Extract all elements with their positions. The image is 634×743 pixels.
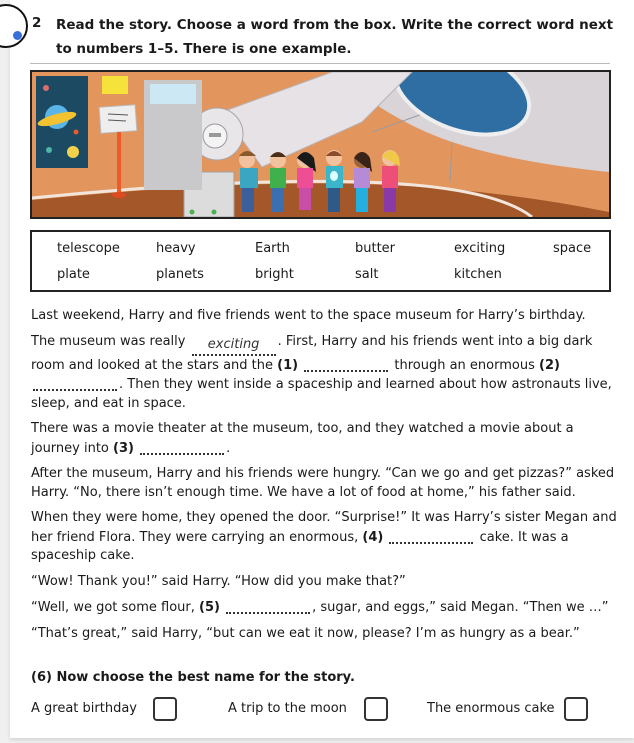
story-paragraph: “That’s great,” said Harry, “but can we eat it now, please? I’m as hungry as a bear.”: [31, 625, 580, 641]
word-option: Earth: [255, 241, 290, 256]
header-divider: [30, 63, 610, 64]
word-option: exciting: [454, 241, 506, 256]
answer-blank-2[interactable]: [33, 375, 117, 391]
word-option: salt: [355, 267, 379, 282]
word-option: butter: [355, 241, 396, 256]
example-answer: exciting: [192, 338, 276, 356]
checkbox-trip-to-moon[interactable]: [364, 697, 388, 721]
word-option: planets: [156, 267, 204, 282]
word-option: bright: [255, 267, 294, 282]
word-box: [30, 230, 611, 292]
word-option: space: [553, 241, 592, 256]
word-option: telescope: [57, 241, 120, 256]
exercise-number: 2: [32, 15, 42, 31]
question-6-title: (6) Now choose the best name for the story.: [31, 670, 355, 685]
answer-blank-4[interactable]: [389, 528, 473, 544]
exercise-instructions: Read the story. Choose a word from the box. Write the correct word next to numbers 1–5. There is one example.: [56, 17, 614, 57]
space-museum-illustration: [30, 70, 611, 219]
word-option: heavy: [156, 241, 196, 256]
checkbox-enormous-cake[interactable]: [564, 697, 588, 721]
option-label-great-birthday: A great birthday: [31, 701, 137, 716]
word-option: plate: [57, 267, 90, 282]
worksheet-page: [10, 0, 634, 738]
option-label-trip-to-moon: A trip to the moon: [228, 701, 347, 716]
story-paragraph: “Wow! Thank you!” said Harry. “How did you make that?”: [31, 573, 406, 589]
gap-number-3: (3): [113, 440, 134, 456]
gap-number-4: (4): [362, 529, 384, 545]
story-paragraph: When they were home, they opened the door. “Surprise!” It was Harry’s sister Megan and her friend Flora. They were carrying an enormous, (4) cake. It was a spaceship cake.: [31, 510, 617, 563]
answer-blank-3[interactable]: [140, 439, 224, 455]
title-options: [31, 697, 621, 723]
story-paragraph: “Well, we got some flour, (5) , sugar, and eggs,” said Megan. “Then we …”: [31, 600, 609, 615]
gap-number-2: (2): [539, 357, 560, 373]
story-paragraph: Last weekend, Harry and five friends went to the space museum for Harry’s birthday.: [31, 308, 586, 323]
gap-number-5: (5): [199, 600, 220, 615]
answer-blank-5[interactable]: [226, 598, 310, 614]
checkbox-great-birthday[interactable]: [153, 697, 177, 721]
story-text: [31, 307, 621, 650]
audio-track-icon[interactable]: [0, 4, 28, 48]
answer-blank-1[interactable]: [304, 356, 388, 372]
gap-number-1: (1): [277, 357, 299, 373]
word-option: kitchen: [454, 267, 502, 282]
story-paragraph: There was a movie theater at the museum, too, and they watched a movie about a journey into (3) .: [31, 421, 574, 456]
story-paragraph: After the museum, Harry and his friends were hungry. “Can we go and get pizzas?” asked Harry. “No, there isn’t enough time. We have a lot of food at home,” his father said.: [31, 466, 615, 500]
option-label-enormous-cake: The enormous cake: [427, 701, 555, 716]
audio-dot-icon: [13, 31, 22, 40]
story-paragraph: The museum was really exciting . First, Harry and his friends went into a big dark room and looked at the stars and the (1) through an enormous (2) . Then they went inside a spaceship and learned about how astronauts live, sleep, and eat in space.: [31, 333, 612, 411]
